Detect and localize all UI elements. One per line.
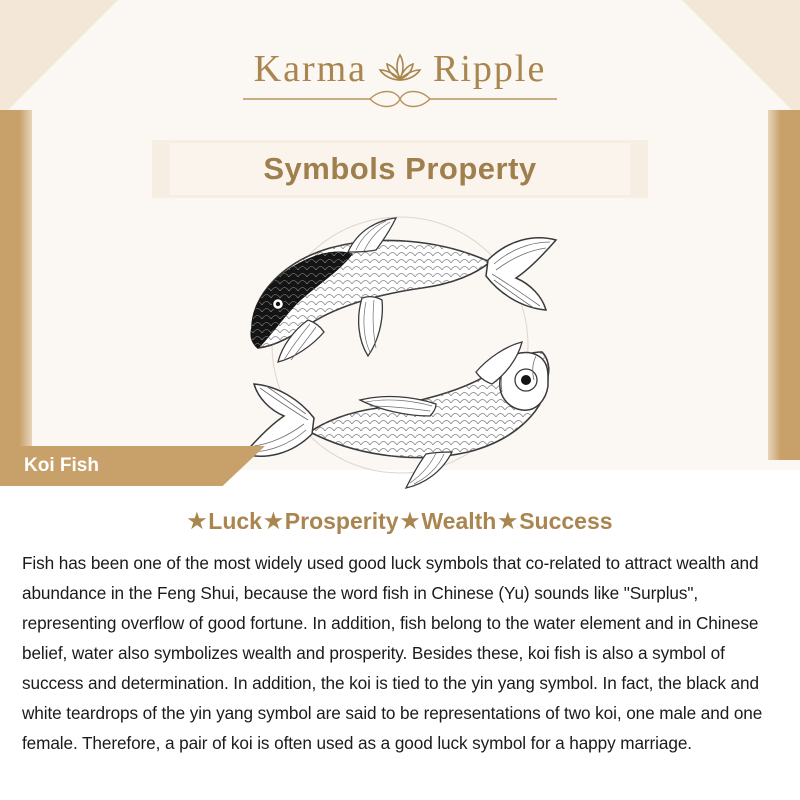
lotus-icon	[377, 49, 423, 89]
page-title: Symbols Property	[263, 151, 537, 186]
infinity-flourish-icon	[235, 86, 565, 112]
keyword-prosperity: Prosperity	[284, 508, 399, 534]
star-icon: ★	[498, 510, 518, 533]
description-paragraph: Fish has been one of the most widely used good luck symbols that co-related to attract wealth and abundance in the Feng Shui, because the word fish in Chinese (Yu) sounds like "Surplus", representing overflow of good fortune. In addition, fish belong to the water element and in Chinese belief, water also symbolizes wealth and prosperity. Besides these, koi fish is also a symbol of success and determination. In addition, the koi is tied to the yin yang symbol. In fact, the black and white teardrops of the yin yang symbol are said to be representations of two koi, one male and one female. Therefore, a pair of koi is often used as a good luck symbol for a happy marriage.	[22, 553, 763, 753]
keyword-luck: Luck	[208, 508, 262, 534]
star-icon: ★	[187, 510, 207, 533]
keyword-wealth: Wealth	[421, 508, 497, 534]
brand-name-left: Karma	[253, 48, 368, 90]
edge-decoration-right	[768, 110, 800, 460]
star-icon: ★	[263, 510, 283, 533]
keyword-success: Success	[519, 508, 613, 534]
keyword-list	[0, 508, 800, 535]
section-tag-label: Koi Fish	[24, 455, 99, 476]
brand-name-right: Ripple	[433, 48, 547, 90]
edge-decoration-left	[0, 110, 32, 460]
star-icon: ★	[400, 510, 420, 533]
